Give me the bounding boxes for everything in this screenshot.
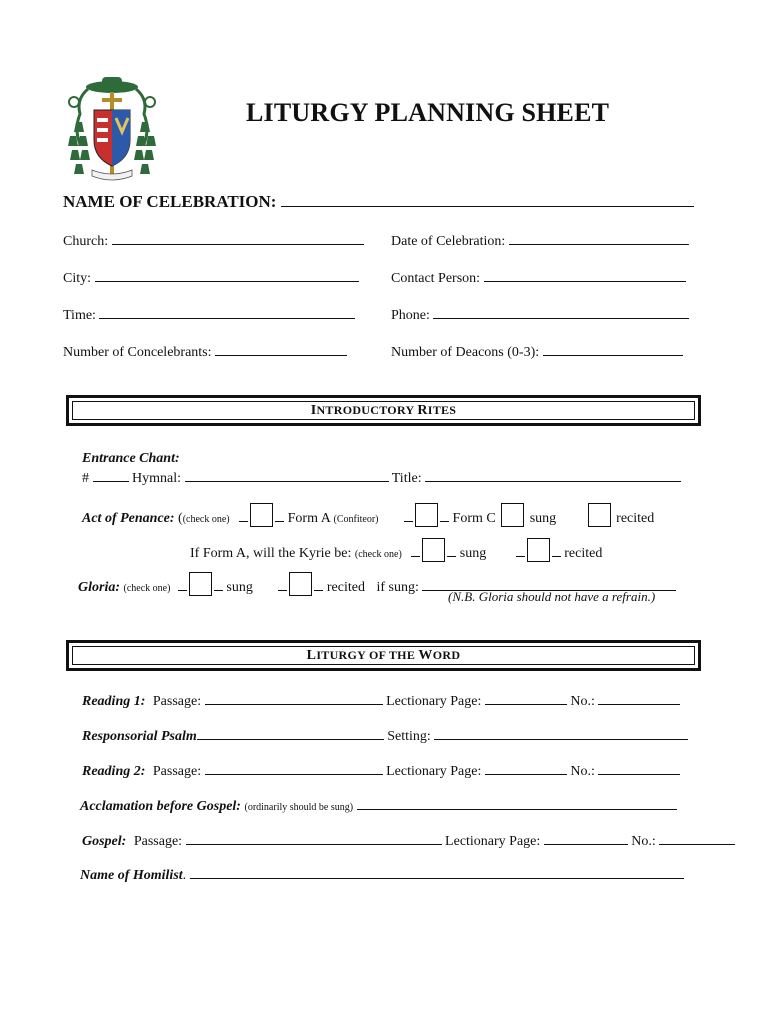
introductory-rites-header [66, 395, 701, 426]
deacons-field[interactable] [543, 342, 683, 356]
acclamation-note: (ordinarily should be sung) [244, 802, 354, 813]
kyrie-row [190, 538, 602, 562]
check-one-hint: (check one) [182, 514, 230, 525]
contact-row [391, 268, 686, 287]
reading-2-passage-field[interactable] [205, 761, 383, 775]
time-label: Time: [63, 308, 96, 323]
gloria-label: Gloria: [78, 580, 120, 595]
kyrie-sung-checkbox[interactable] [422, 538, 445, 562]
heading-text: ITURGY OF THE [316, 648, 419, 662]
lectionary-page-label: Lectionary Page: [386, 694, 482, 709]
heading-cap: I [310, 402, 317, 418]
recited-label: recited [326, 580, 365, 595]
heading-cap: L [306, 647, 317, 663]
reading-1-page-field[interactable] [485, 691, 567, 705]
hymnal-label: Hymnal: [132, 471, 181, 486]
phone-row [391, 305, 689, 324]
reading-1-number-field[interactable] [598, 691, 680, 705]
entrance-chant-label: Entrance Chant: [82, 451, 180, 466]
responsorial-psalm-field[interactable] [197, 726, 384, 740]
number-label: No.: [570, 694, 595, 709]
reading-2-number-field[interactable] [598, 761, 680, 775]
city-row [63, 268, 359, 287]
acclamation-row [80, 796, 677, 815]
if-sung-label: if sung: [376, 580, 419, 595]
heading-text: ORD [432, 648, 461, 662]
kyrie-recited-checkbox[interactable] [527, 538, 550, 562]
reading-1-label: Reading 1: [82, 694, 146, 709]
date-label: Date of Celebration: [391, 234, 506, 249]
sung-label: sung [529, 511, 557, 526]
church-label: Church: [63, 234, 109, 249]
setting-label: Setting: [387, 729, 431, 744]
passage-label: Passage: [152, 764, 202, 779]
number-label: No.: [631, 834, 656, 849]
number-label: No.: [570, 764, 595, 779]
phone-label: Phone: [391, 308, 430, 323]
kyrie-question: If Form A, will the Kyrie be: [190, 546, 352, 561]
time-row [63, 305, 355, 324]
time-field[interactable] [99, 305, 355, 319]
reading-1-passage-field[interactable] [205, 691, 383, 705]
gloria-recited-checkbox[interactable] [289, 572, 312, 596]
form-c-label: Form C [452, 511, 496, 526]
city-label: City: [63, 271, 92, 286]
deacons-row [391, 342, 683, 361]
recited-label: recited [616, 511, 655, 526]
hymnal-number-field[interactable] [93, 468, 129, 482]
reading-2-page-field[interactable] [485, 761, 567, 775]
deacons-label: Number of Deacons (0-3): [391, 345, 540, 360]
recited-label: recited [564, 546, 603, 561]
heading-cap: R [417, 402, 428, 418]
sung-label: sung [226, 580, 253, 595]
church-field[interactable] [112, 231, 364, 245]
date-field[interactable] [509, 231, 689, 245]
coat-of-arms-logo [66, 74, 158, 189]
name-of-celebration-field[interactable] [281, 193, 694, 207]
lectionary-page-label: Lectionary Page: [445, 834, 541, 849]
gloria-note: (N.B. Gloria should not have a refrain.) [448, 589, 656, 604]
hymnal-field[interactable] [185, 468, 389, 482]
heading-text: ITES [427, 403, 457, 417]
psalm-setting-field[interactable] [434, 726, 688, 740]
check-one-hint: (check one) [123, 583, 171, 594]
reading-2-row [82, 761, 680, 780]
concelebrants-row [63, 342, 347, 361]
penance-recited-checkbox[interactable] [588, 503, 611, 527]
act-of-penance-label: Act of Penance: [82, 511, 175, 526]
lectionary-page-label: Lectionary Page: [386, 764, 482, 779]
gospel-number-field[interactable] [659, 831, 735, 845]
gospel-passage-field[interactable] [186, 831, 442, 845]
date-row [391, 231, 689, 250]
responsorial-psalm-row [82, 726, 688, 745]
gospel-label: Gospel: [82, 834, 127, 849]
sung-label: sung [459, 546, 487, 561]
homilist-row: Name of Homilist. [80, 865, 684, 884]
gloria-sung-checkbox[interactable] [189, 572, 212, 596]
hash-label: # [82, 471, 89, 486]
title-field[interactable] [425, 468, 681, 482]
responsorial-psalm-label: Responsorial Psalm [82, 729, 197, 744]
phone-field[interactable] [433, 305, 689, 319]
confiteor-label: (Confiteor) [333, 514, 379, 525]
city-field[interactable] [95, 268, 359, 282]
contact-label: Contact Person: [391, 271, 481, 286]
passage-label: Passage: [133, 834, 183, 849]
heading-text: NTRODUCTORY [316, 403, 418, 417]
reading-2-label: Reading 2: [82, 764, 146, 779]
acclamation-field[interactable] [357, 796, 677, 810]
liturgy-of-the-word-header [66, 640, 701, 671]
passage-label: Passage: [152, 694, 202, 709]
name-of-celebration-row [63, 192, 694, 212]
act-of-penance-row [82, 503, 654, 527]
entrance-chant-row [82, 468, 681, 487]
acclamation-label: Acclamation before Gospel: [80, 799, 241, 814]
reading-1-row [82, 691, 680, 710]
page-title: LITURGY PLANNING SHEET [246, 98, 610, 127]
form-c-checkbox[interactable] [415, 503, 438, 527]
gospel-row [82, 831, 735, 850]
church-row [63, 231, 364, 250]
penance-sung-checkbox[interactable] [501, 503, 524, 527]
contact-field[interactable] [484, 268, 686, 282]
homilist-field[interactable] [190, 865, 684, 879]
name-of-celebration-label: NAME OF CELEBRATION: [63, 192, 277, 211]
check-one-hint: (check one) [354, 549, 402, 560]
form-a-label: Form A [287, 511, 331, 526]
heading-cap: W [418, 647, 433, 663]
concelebrants-label: Number of Concelebrants: [63, 345, 212, 360]
paren: ( [178, 511, 183, 526]
concelebrants-field[interactable] [215, 342, 347, 356]
form-a-checkbox[interactable] [250, 503, 273, 527]
gospel-page-field[interactable] [544, 831, 628, 845]
homilist-label: Name of Homilist [80, 868, 183, 883]
title-label: Title: [391, 471, 422, 486]
